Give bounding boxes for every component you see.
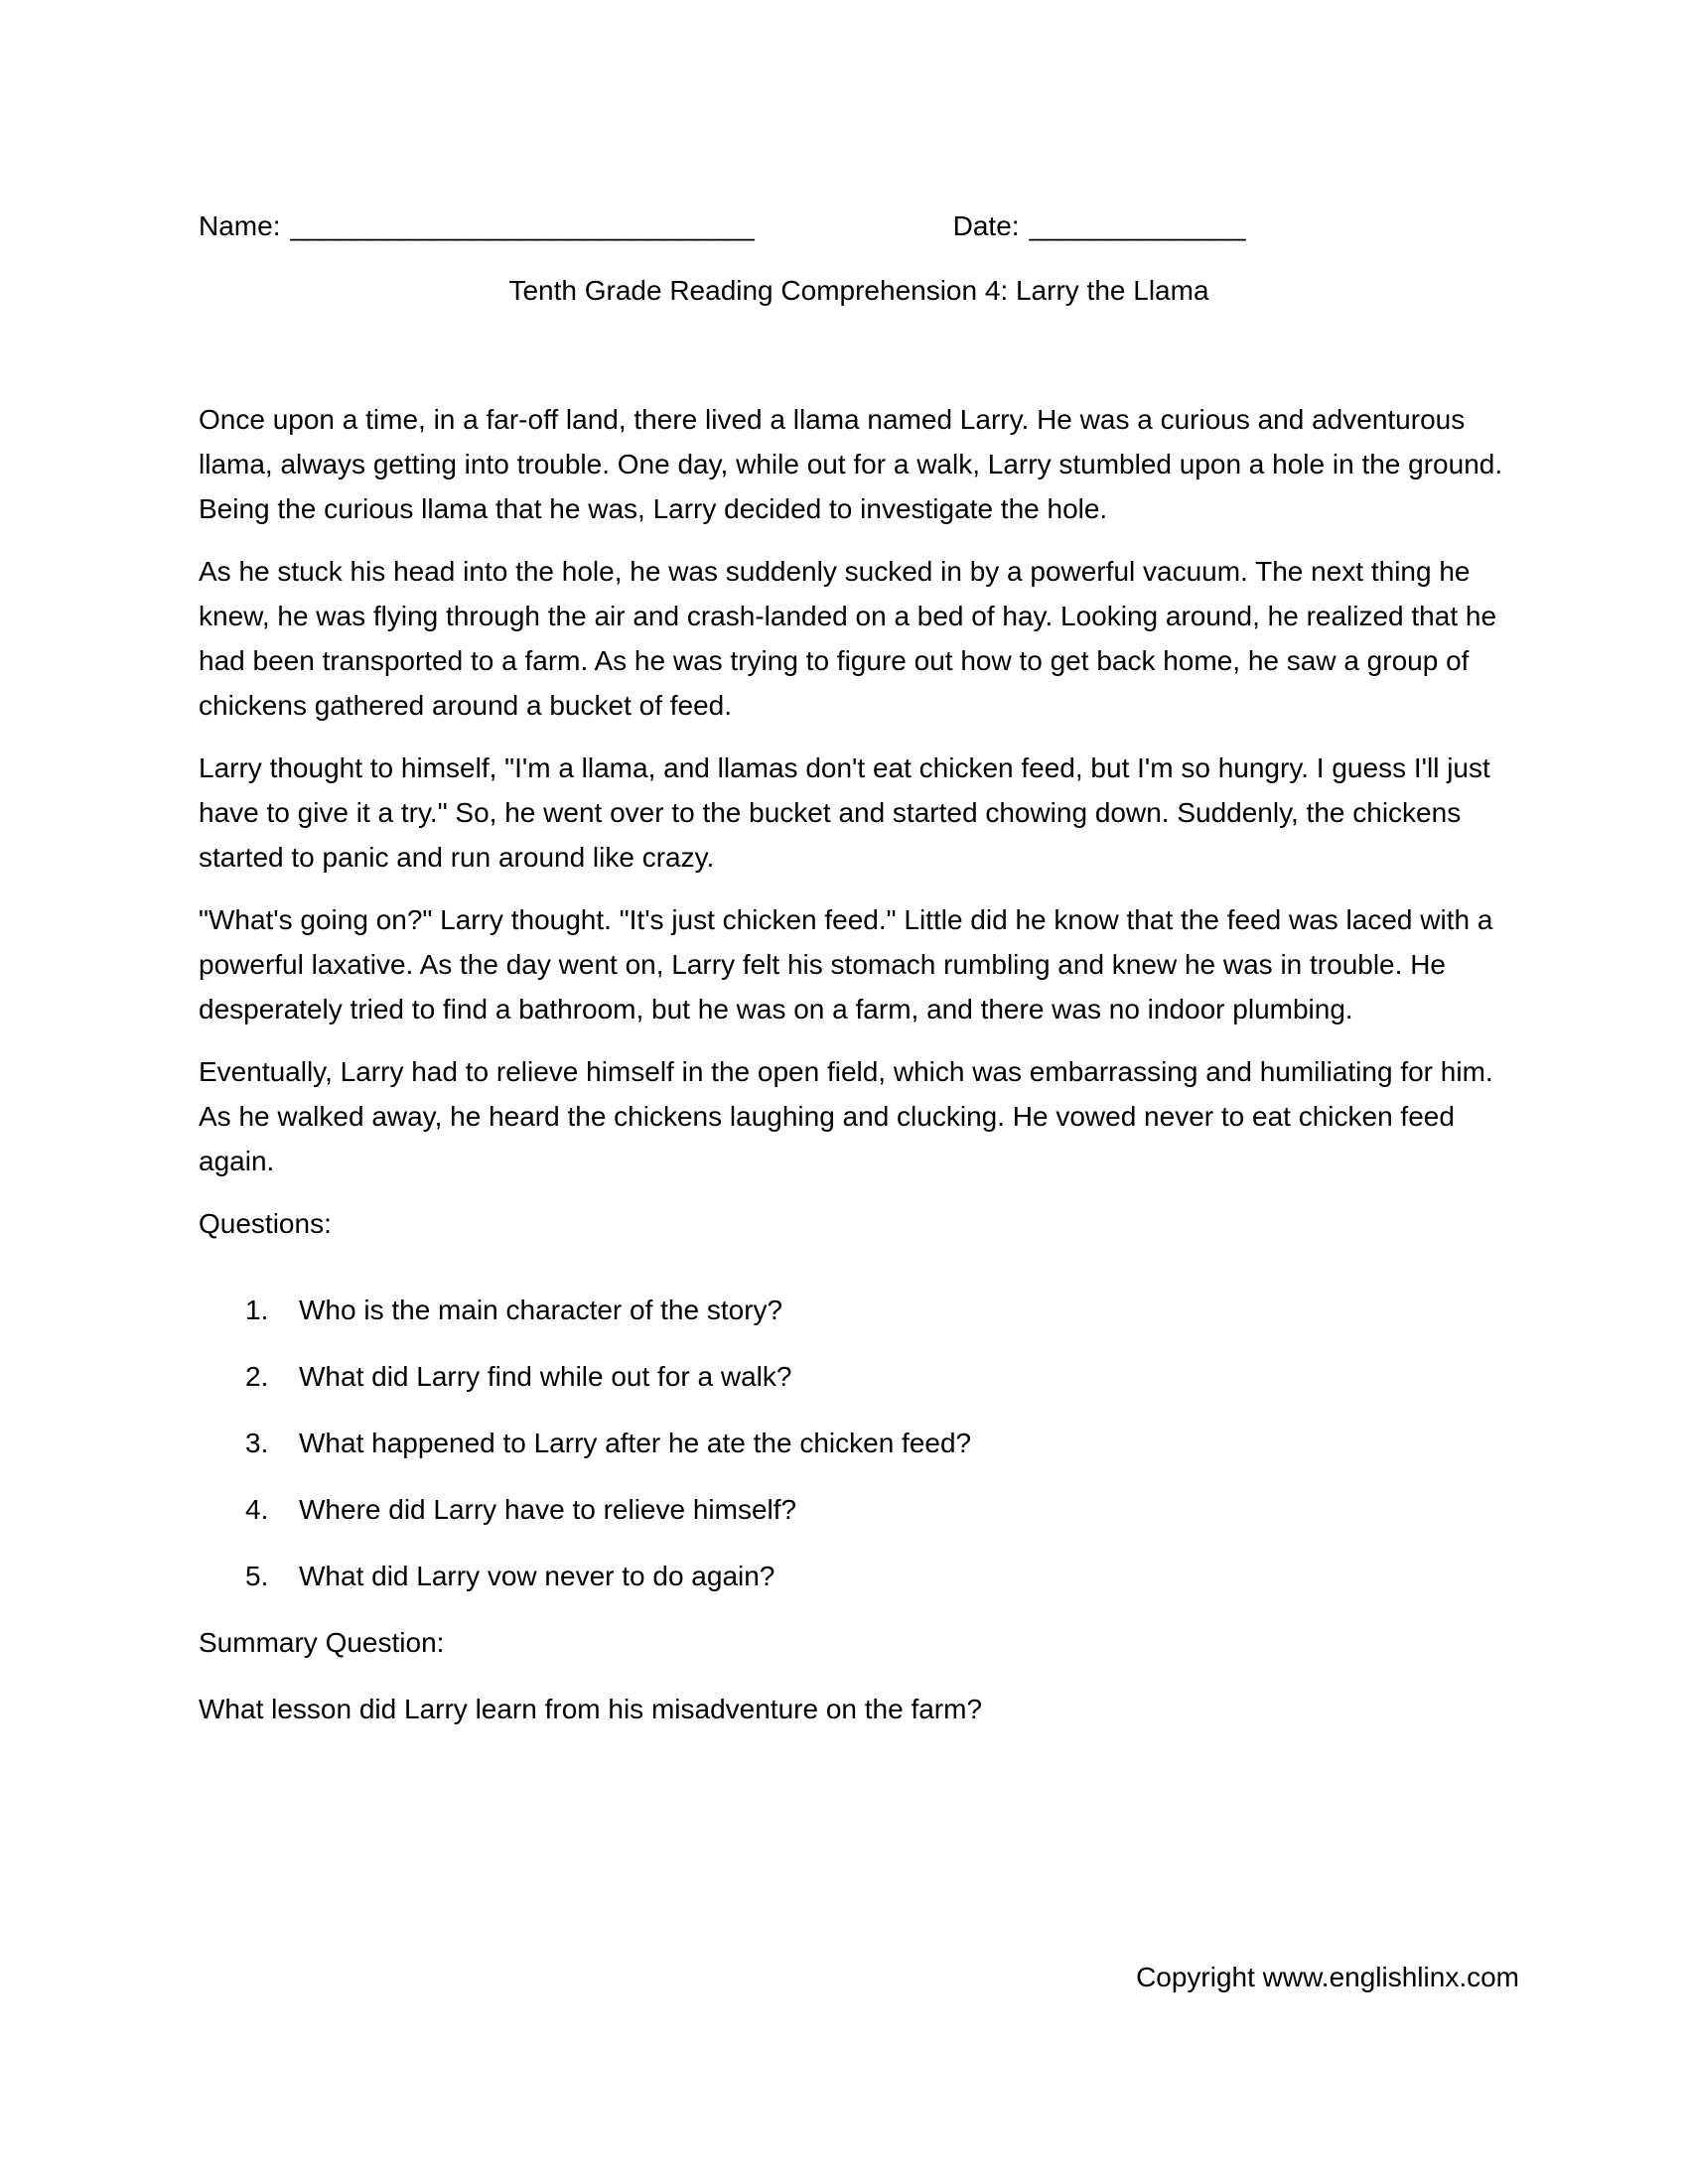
question-text-3: What happened to Larry after he ate the chicken feed? bbox=[299, 1428, 972, 1458]
name-label: Name: bbox=[199, 210, 281, 241]
question-number-2: 2. bbox=[245, 1361, 269, 1392]
summary-question-text: What lesson did Larry learn from his misadventure on the farm? bbox=[199, 1694, 983, 1724]
story-paragraph-2: As he stuck his head into the hole, he was suddenly sucked in by a powerful vacuum. The next thing he knew, he was flying through the air and crash-landed on a bed of hay. Looking around, he realized that he had been transported to a farm. As he was trying to figure out how to get back home, he saw a group of chickens gathered around a bucket of feed. bbox=[199, 556, 1497, 721]
question-number-4: 4. bbox=[245, 1494, 269, 1525]
story-paragraph-1: Once upon a time, in a far-off land, there lived a llama named Larry. He was a curious and adventurous llama, always getting into trouble. One day, while out for a walk, Larry stumbled upon a hole in the ground. Being the curious llama that he was, Larry decided to investigate the hole. bbox=[199, 404, 1503, 524]
question-item-5 bbox=[199, 1554, 1519, 1598]
question-number-3: 3. bbox=[245, 1428, 269, 1458]
story-paragraph-4: "What's going on?" Larry thought. "It's just chicken feed." Little did he know that the feed was laced with a powerful laxative. As the day went on, Larry felt his stomach rumbling and knew he was in trouble. He desperately tried to find a bathroom, but he was on a farm, and there was no indoor plumbing. bbox=[199, 904, 1493, 1024]
question-item-3 bbox=[199, 1421, 1519, 1465]
question-item-2 bbox=[199, 1354, 1519, 1399]
copyright-notice: Copyright www.englishlinx.com bbox=[1136, 1962, 1519, 1992]
summary-question-label: Summary Question: bbox=[199, 1627, 445, 1658]
header bbox=[199, 204, 1519, 248]
name-blank-line[interactable]: ______________________________ bbox=[290, 210, 755, 241]
story-body bbox=[199, 397, 1519, 1183]
story-paragraph-5: Eventually, Larry had to relieve himself in the open field, which was embarrassing and humiliating for him. As he walked away, he heard the chickens laughing and clucking. He vowed never to eat chicken feed again. bbox=[199, 1056, 1493, 1176]
question-text-4: Where did Larry have to relieve himself? bbox=[299, 1494, 797, 1525]
questions-label: Questions: bbox=[199, 1208, 332, 1239]
question-number-1: 1. bbox=[245, 1295, 269, 1325]
date-blank-line[interactable]: ______________ bbox=[1029, 210, 1246, 241]
questions-list bbox=[199, 1288, 1519, 1598]
question-item-1 bbox=[199, 1288, 1519, 1332]
question-text-1: Who is the main character of the story? bbox=[299, 1295, 783, 1325]
question-text-2: What did Larry find while out for a walk? bbox=[299, 1361, 792, 1392]
worksheet-title: Tenth Grade Reading Comprehension 4: Larry the Llama bbox=[508, 275, 1209, 306]
name-field bbox=[199, 204, 755, 248]
question-item-4 bbox=[199, 1487, 1519, 1532]
date-label: Date: bbox=[952, 210, 1020, 241]
story-paragraph-3: Larry thought to himself, "I'm a llama, and llamas don't eat chicken feed, but I'm so hungry. I guess I'll just have to give it a try." So, he went over to the bucket and started chowing down. Suddenly, the chickens started to panic and run around like crazy. bbox=[199, 752, 1490, 873]
question-number-5: 5. bbox=[245, 1561, 269, 1591]
date-field bbox=[953, 204, 1246, 248]
question-text-5: What did Larry vow never to do again? bbox=[299, 1561, 775, 1591]
